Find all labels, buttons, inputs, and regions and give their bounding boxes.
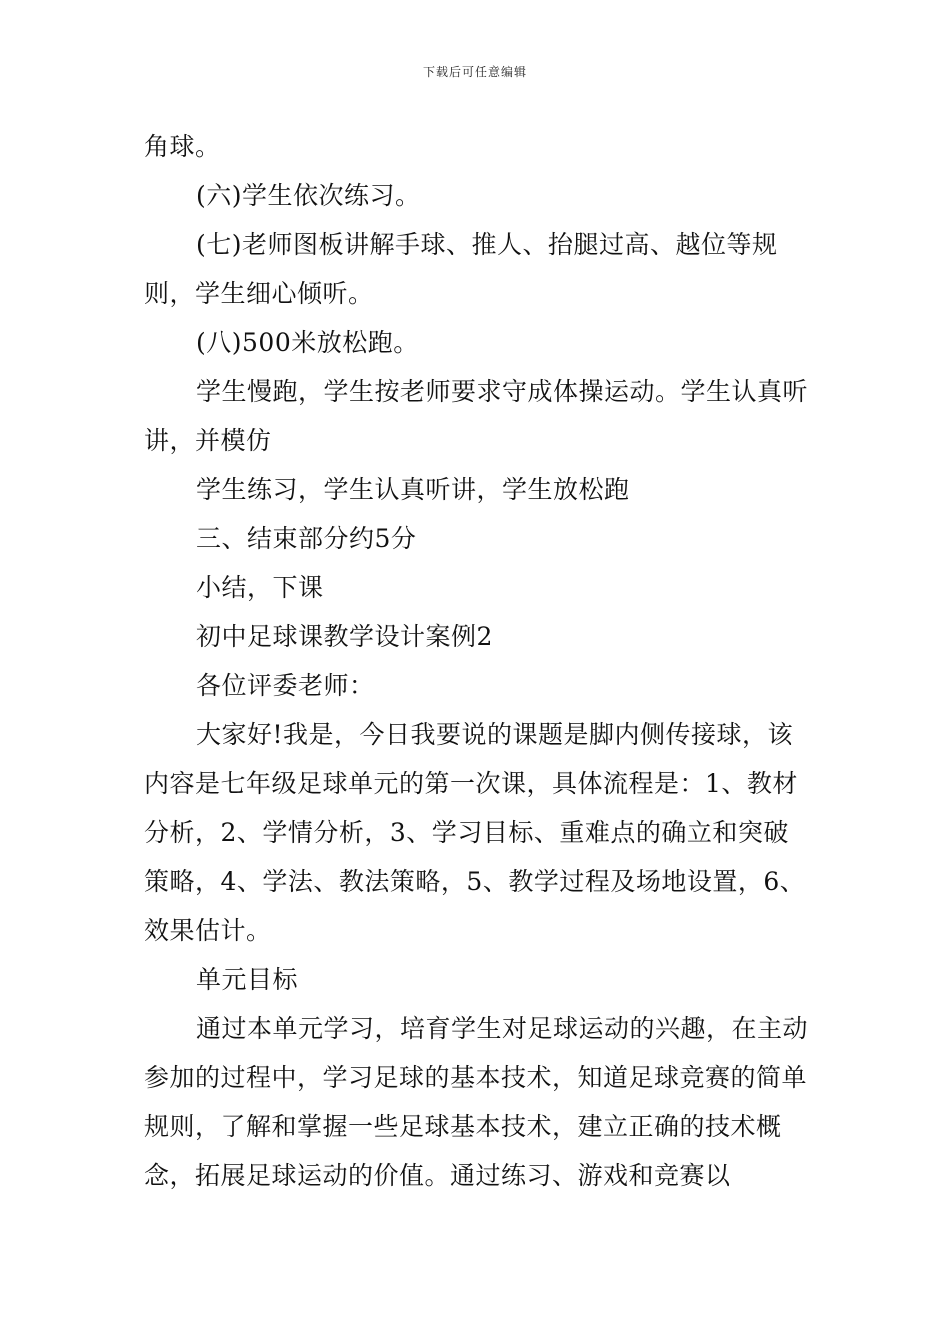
paragraph: (六)学生依次练习。 [196, 181, 421, 210]
section-heading: 三、结束部分约5分 [196, 524, 417, 553]
page-header-note: 下载后可任意编辑 [422, 65, 527, 79]
paragraph: 学生慢跑，学生按老师要求守成体操运动。学生认真听讲，并模仿 [144, 377, 809, 455]
paragraph: 学生练习，学生认真听讲，学生放松跑 [196, 475, 630, 504]
paragraph: 通过本单元学习，培育学生对足球运动的兴趣，在主动参加的过程中，学习足球的基本技术，知道足球竞赛的简单规则，了解和掌握一些足球基本技术，建立正确的技术概念，拓展足球运动的价值。通过练习、游戏和竞赛以 [144, 1014, 809, 1190]
salutation: 各位评委老师： [196, 671, 375, 700]
paragraph: (八)500米放松跑。 [196, 328, 419, 357]
paragraph: 大家好!我是，今日我要说的课题是脚内侧传接球，该内容是七年级足球单元的第一次课，具体流程是：1、教材分析，2、学情分析，3、学习目标、重难点的确立和突破策略，4、学法、教法策略，5、教学过程及场地设置，6、效果估计。 [144, 720, 806, 945]
paragraph: (七)老师图板讲解手球、推人、抬腿过高、越位等规则，学生细心倾听。 [144, 230, 778, 308]
section-heading: 单元目标 [196, 965, 299, 994]
document-title: 初中足球课教学设计案例2 [196, 622, 493, 651]
paragraph: 小结，下课 [196, 573, 324, 602]
paragraph: 角球。 [144, 132, 221, 161]
document-body [144, 122, 808, 1200]
